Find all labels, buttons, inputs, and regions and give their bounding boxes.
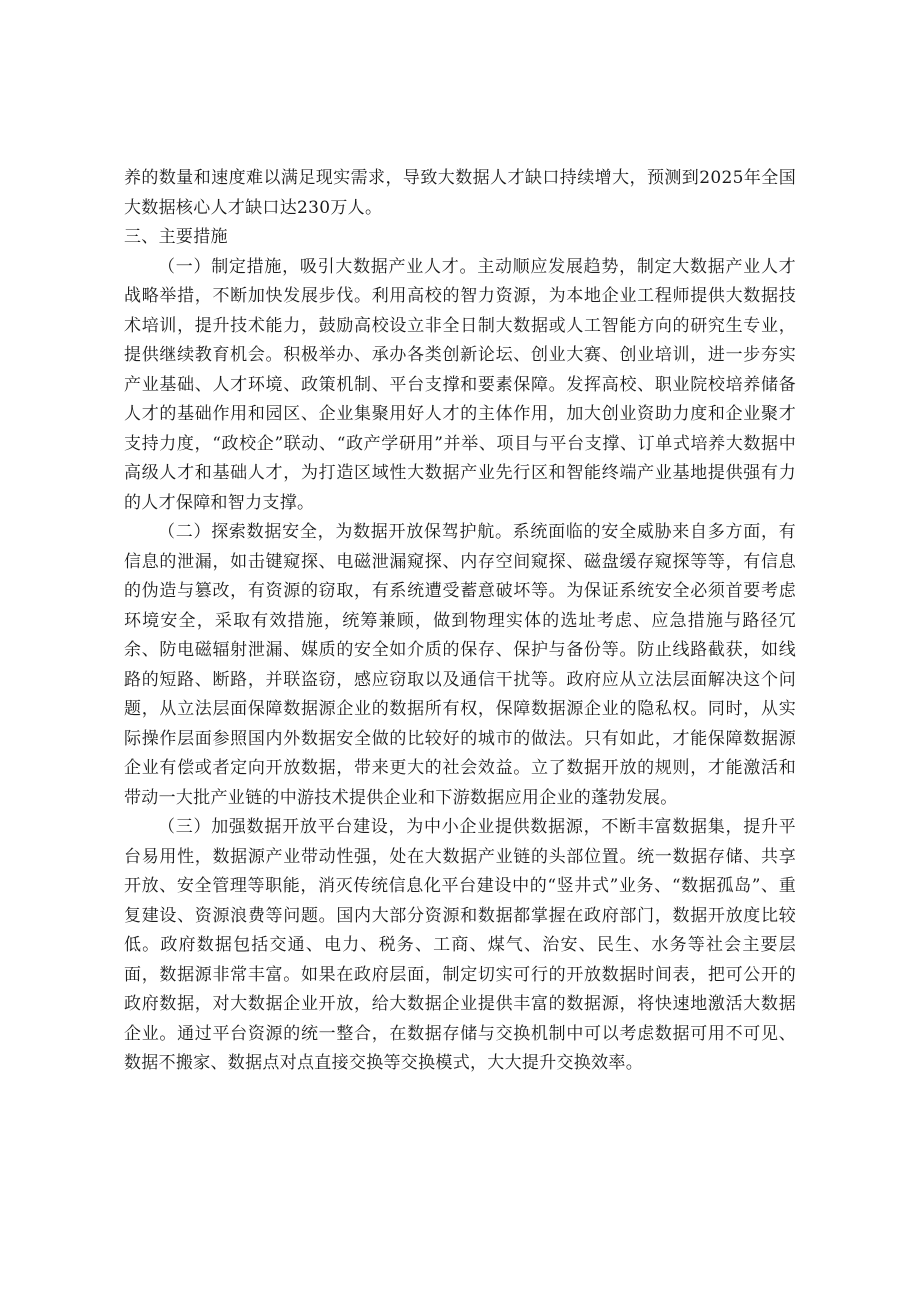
- paragraph-continuation: 养的数量和速度难以满足现实需求，导致大数据人才缺口持续增大，预测到2025年全国大数据核心人才缺口达230万人。: [124, 168, 796, 218]
- document-body: [124, 164, 796, 1079]
- section-heading: 三、主要措施: [124, 227, 228, 247]
- paragraph-measure-1: （一）制定措施，吸引大数据产业人才。主动顺应发展趋势，制定大数据产业人才战略举措，不断加快发展步伐。利用高校的智力资源，为本地企业工程师提供大数据技术培训，提升技术能力，鼓励高校设立非全日制大数据或人工智能方向的研究生专业，提供继续教育机会。积极举办、承办各类创新论坛、创业大赛、创业培训，进一步夯实产业基础、人才环境、政策机制、平台支撑和要素保障。发挥高校、职业院校培养储备人才的基础作用和园区、企业集聚用好人才的主体作用，加大创业资助力度和企业聚才支持力度，“政校企”联动、“政产学研用”并举、项目与平台支撑、订单式培养大数据中高级人才和基础人才，为打造区域性大数据产业先行区和智能终端产业基地提供强有力的人才保障和智力支撑。: [124, 256, 796, 513]
- paragraph-measure-3: （三）加强数据开放平台建设，为中小企业提供数据源，不断丰富数据集，提升平台易用性，数据源产业带动性强，处在大数据产业链的头部位置。统一数据存储、共享开放、安全管理等职能，消灭传统信息化平台建设中的“竖井式”业务、“数据孤岛”、重复建设、资源浪费等问题。国内大部分资源和数据都掌握在政府部门，数据开放度比较低。政府数据包括交通、电力、税务、工商、煤气、治安、民生、水务等社会主要层面，数据源非常丰富。如果在政府层面，制定切实可行的开放数据时间表，把可公开的政府数据，对大数据企业开放，给大数据企业提供丰富的数据源，将快速地激活大数据企业。通过平台资源的统一整合，在数据存储与交换机制中可以考虑数据可用不可见、数据不搬家、数据点对点直接交换等交换模式，大大提升交换效率。: [124, 817, 796, 1073]
- paragraph-measure-2: （二）探索数据安全，为数据开放保驾护航。系统面临的安全威胁来自多方面，有信息的泄漏，如击键窥探、电磁泄漏窥探、内存空间窥探、磁盘缓存窥探等等，有信息的伪造与篡改，有资源的窃取，有系统遭受蓄意破坏等。为保证系统安全必须首要考虑环境安全，采取有效措施，统筹兼顾，做到物理实体的选址考虑、应急措施与路径冗余、防电磁辐射泄漏、媒质的安全如介质的保存、保护与备份等。防止线路截获，如线路的短路、断路，并联盗窃，感应窃取以及通信干扰等。政府应从立法层面解决这个问题，从立法层面保障数据源企业的数据所有权，保障数据源企业的隐私权。同时，从实际操作层面参照国内外数据安全做的比较好的城市的做法。只有如此，才能保障数据源企业有偿或者定向开放数据，带来更大的社会效益。立了数据开放的规则，才能激活和带动一大批产业链的中游技术提供企业和下游数据应用企业的蓬勃发展。: [124, 522, 796, 808]
